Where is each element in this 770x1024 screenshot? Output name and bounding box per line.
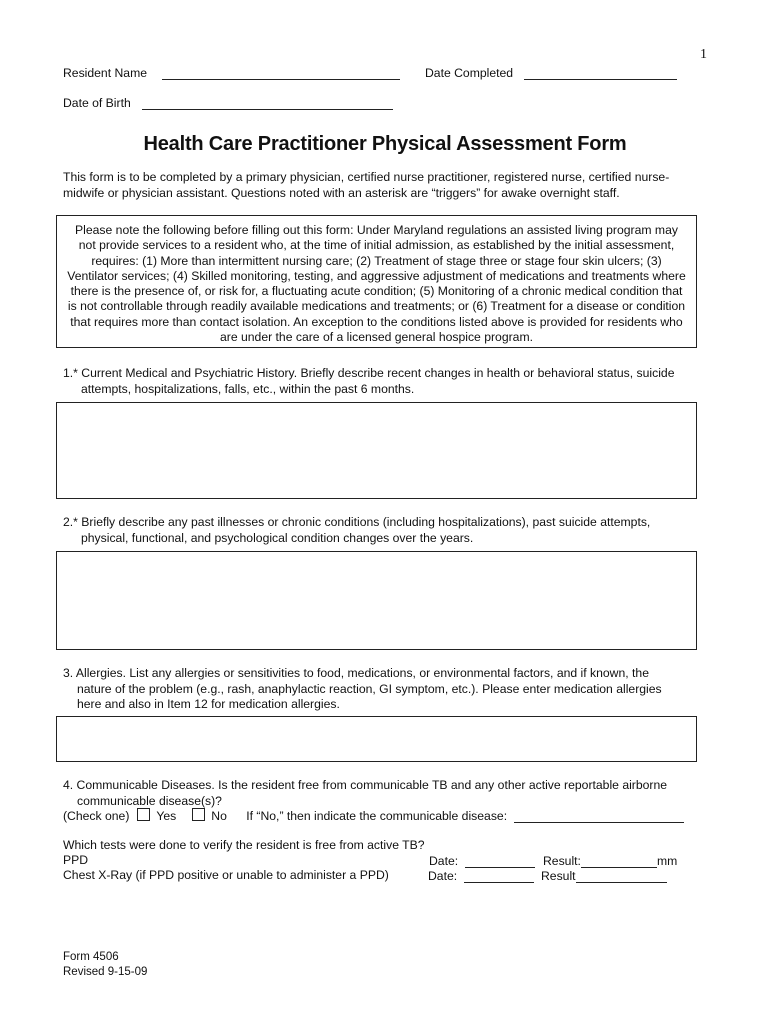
question-4-line2: communicable disease(s)? bbox=[77, 793, 222, 808]
if-no-label: If “No,” then indicate the communicable disease: bbox=[246, 809, 508, 823]
xray-date-field[interactable] bbox=[464, 868, 534, 883]
question-1 bbox=[63, 366, 703, 397]
page-title: Health Care Practitioner Physical Assessment Form bbox=[143, 133, 627, 155]
question-2 bbox=[63, 515, 703, 546]
question-2-line2: physical, functional, and psychological condition changes over the years. bbox=[81, 530, 474, 545]
ppd-result-row bbox=[543, 853, 677, 868]
dob-row bbox=[63, 95, 393, 110]
question-1-line2: attempts, hospitalizations, falls, etc., within the past 6 months. bbox=[81, 381, 415, 396]
question-3-line2: nature of the problem (e.g., rash, anaphylactic reaction, GI symptom, etc.). Please enter medication allergies bbox=[77, 681, 662, 696]
question-2-answer-box[interactable] bbox=[56, 551, 697, 650]
form-number: Form 4506 bbox=[63, 951, 119, 963]
check-one-label: (Check one) bbox=[63, 809, 130, 823]
revision-date: Revised 9-15-09 bbox=[63, 966, 148, 978]
question-3-line3: here and also in Item 12 for medication allergies. bbox=[77, 697, 340, 711]
no-label: No bbox=[211, 809, 227, 823]
question-1-line1: 1.* Current Medical and Psychiatric History. Briefly describe recent changes in health or behavioral status, suicide bbox=[63, 366, 675, 380]
question-3 bbox=[63, 666, 703, 713]
question-2-line1: 2.* Briefly describe any past illnesses or chronic conditions (including hospitalizations), past suicide attempts, bbox=[63, 515, 651, 529]
xray-label: Chest X-Ray (if PPD positive or unable to administer a PPD) bbox=[63, 868, 389, 882]
regulation-notice: Please note the following before filling out this form: Under Maryland regulations an assisted living program may not provide services to a resident who, at the time of initial admission, as established by the initial assessment, requires: (1) More than intermittent nursing care; (2) Treatment of stage three or stage four skin ulcers; (3) Ventilator services; (4) Skilled monitoring, testing, and aggressive adjustment of medications and treatments where there is the presence of, or risk for, a fluctuating acute condition; (5) Monitoring of a chronic medical condition that is not controllable through readily available medications and treatments; or (6) Treatment for a disease or condition that requires more than contact isolation. An exception to the conditions listed above is provided for residents who are under the care of a licensed general hospice program. bbox=[56, 215, 697, 348]
dob-field[interactable] bbox=[142, 95, 393, 110]
ppd-date-field[interactable] bbox=[465, 853, 535, 868]
yes-label: Yes bbox=[156, 809, 177, 823]
question-4 bbox=[63, 778, 703, 809]
no-checkbox[interactable] bbox=[192, 808, 205, 821]
xray-result-label: Result bbox=[541, 869, 576, 883]
resident-name-field[interactable] bbox=[162, 65, 400, 80]
tb-question: Which tests were done to verify the resident is free from active TB? bbox=[63, 838, 425, 852]
question-1-answer-box[interactable] bbox=[56, 402, 697, 499]
page-number: 1 bbox=[700, 47, 707, 62]
ppd-result-label: Result: bbox=[543, 854, 581, 868]
question-4-line1: 4. Communicable Diseases. Is the resident free from communicable TB and any other active reportable airborne bbox=[63, 778, 668, 792]
ppd-date-label: Date: bbox=[429, 854, 459, 868]
date-completed-row bbox=[425, 65, 677, 80]
xray-date-label: Date: bbox=[428, 869, 458, 883]
question-4-check-row bbox=[63, 808, 684, 823]
ppd-date-row bbox=[429, 853, 535, 868]
intro-text: This form is to be completed by a primary physician, certified nurse practitioner, registered nurse, certified nurse-midwife or physician assistant. Questions noted with an asterisk are “triggers” for awake overnight staff. bbox=[63, 170, 670, 200]
communicable-disease-field[interactable] bbox=[514, 808, 684, 823]
ppd-result-field[interactable] bbox=[581, 853, 657, 868]
resident-name-row bbox=[63, 65, 400, 80]
date-completed-label: Date Completed bbox=[425, 66, 514, 80]
resident-name-label: Resident Name bbox=[63, 66, 147, 80]
yes-checkbox[interactable] bbox=[137, 808, 150, 821]
date-completed-field[interactable] bbox=[524, 65, 677, 80]
question-3-line1: 3. Allergies. List any allergies or sensitivities to food, medications, or environmental factors, and if known, the bbox=[63, 666, 649, 680]
ppd-result-unit: mm bbox=[656, 854, 678, 868]
form-footer bbox=[63, 950, 147, 980]
xray-date-row bbox=[428, 868, 534, 883]
xray-result-row bbox=[541, 868, 667, 883]
xray-result-field[interactable] bbox=[576, 868, 667, 883]
question-3-answer-box[interactable] bbox=[56, 716, 697, 762]
ppd-label: PPD bbox=[63, 853, 89, 867]
dob-label: Date of Birth bbox=[63, 96, 131, 110]
